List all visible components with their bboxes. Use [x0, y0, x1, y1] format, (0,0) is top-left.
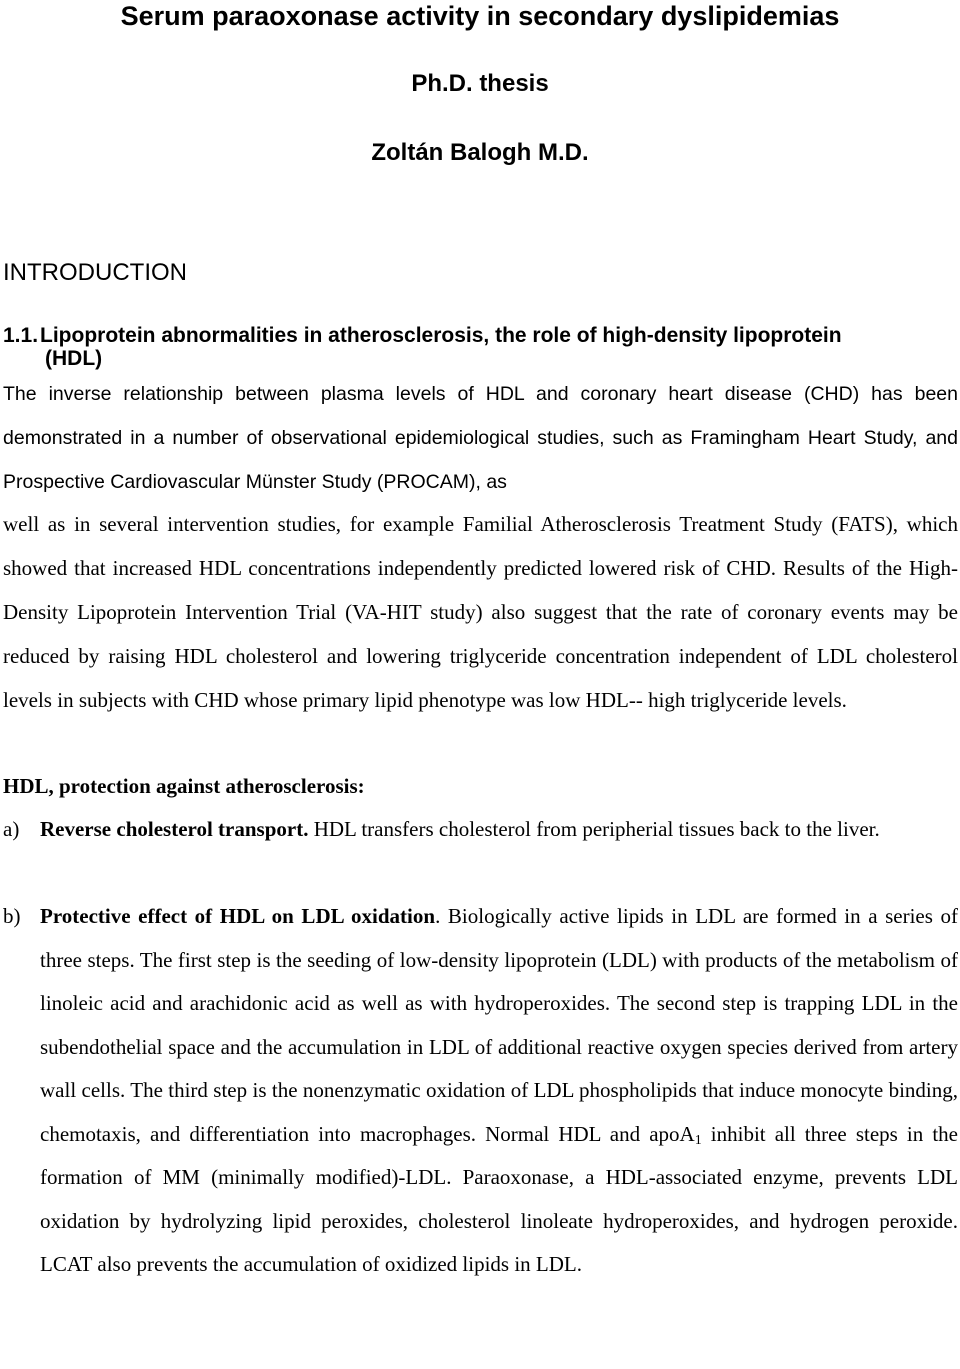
list-marker-a: a) [3, 817, 20, 841]
subsection-number: 1.1. [3, 324, 39, 347]
document-author: Zoltán Balogh M.D. [371, 139, 589, 166]
list-item-a [3, 808, 958, 852]
subsection-title [3, 324, 958, 370]
item-a-text: HDL transfers cholesterol from peripherial tissues back to the liver. [308, 817, 880, 841]
list-marker-b: b) [3, 904, 21, 928]
item-a-lead: Reverse cholesterol transport. [40, 817, 309, 841]
section-heading: INTRODUCTION [3, 259, 187, 286]
item-b-lead: Protective effect of HDL on LDL oxidation [40, 904, 436, 928]
subsection-title-line1: Lipoprotein abnormalities in atherosclerosis, the role of high-density lipoprotein [40, 324, 842, 347]
item-b-text-part2: inhibit all three steps in the formation of MM (minimally modified)-LDL. Paraoxonase, a HDL-associated enzyme, prevents LDL oxidation by hydrolyzing lipid peroxides, cholesterol linoleate hydroperoxides, and hydrogen peroxide. LCAT also prevents the accumulation of oxidized lipids in LDL. [40, 1121, 958, 1276]
subsection-title-line2: (HDL) [45, 347, 103, 370]
item-b-text-part1: . Biologically active lipids in LDL are formed in a series of three steps. The first step is the seeding of low-density lipoprotein (LDL) with products of the metabolism of linoleic acid and arachidonic acid as well as with hydroperoxides. The second step is trapping LDL in the subendothelial space and the accumulation in LDL of additional reactive oxygen species derived from artery wall cells. The third step is the nonenzymatic oxidation of LDL phospholipids that induce monocyte binding, chemotaxis, and differentiation into macrophages. Normal HDL and apoA [40, 904, 959, 1146]
paragraph-intervention-studies: well as in several intervention studies, for example Familial Atherosclerosis Treatment Study (FATS), which showed that increased HDL concentrations independently predicted lowered risk of CHD. Results of the High-Density Lipoprotein Intervention Trial (VA-HIT study) also suggest that the rate of coronary events may be reduced by raising HDL cholesterol and lowering triglyceride concentration independent of LDL cholesterol levels in subjects with CHD whose primary lipid phenotype was low HDL-- high triglyceride levels. [3, 512, 958, 712]
protection-heading: HDL, protection against atherosclerosis: [3, 774, 365, 798]
list-item-b [3, 895, 958, 1287]
apoa-subscript: 1 [694, 1132, 702, 1148]
paragraph-inverse-relationship: The inverse relationship between plasma levels of HDL and coronary heart disease (CHD) has been demonstrated in a number of observational epidemiological studies, such as Framingham Heart Study, and Prospective Cardiovascular Münster Study (PROCAM), as [3, 383, 958, 493]
document-title: Serum paraoxonase activity in secondary dyslipidemias [120, 1, 840, 31]
document-degree: Ph.D. thesis [411, 70, 549, 97]
